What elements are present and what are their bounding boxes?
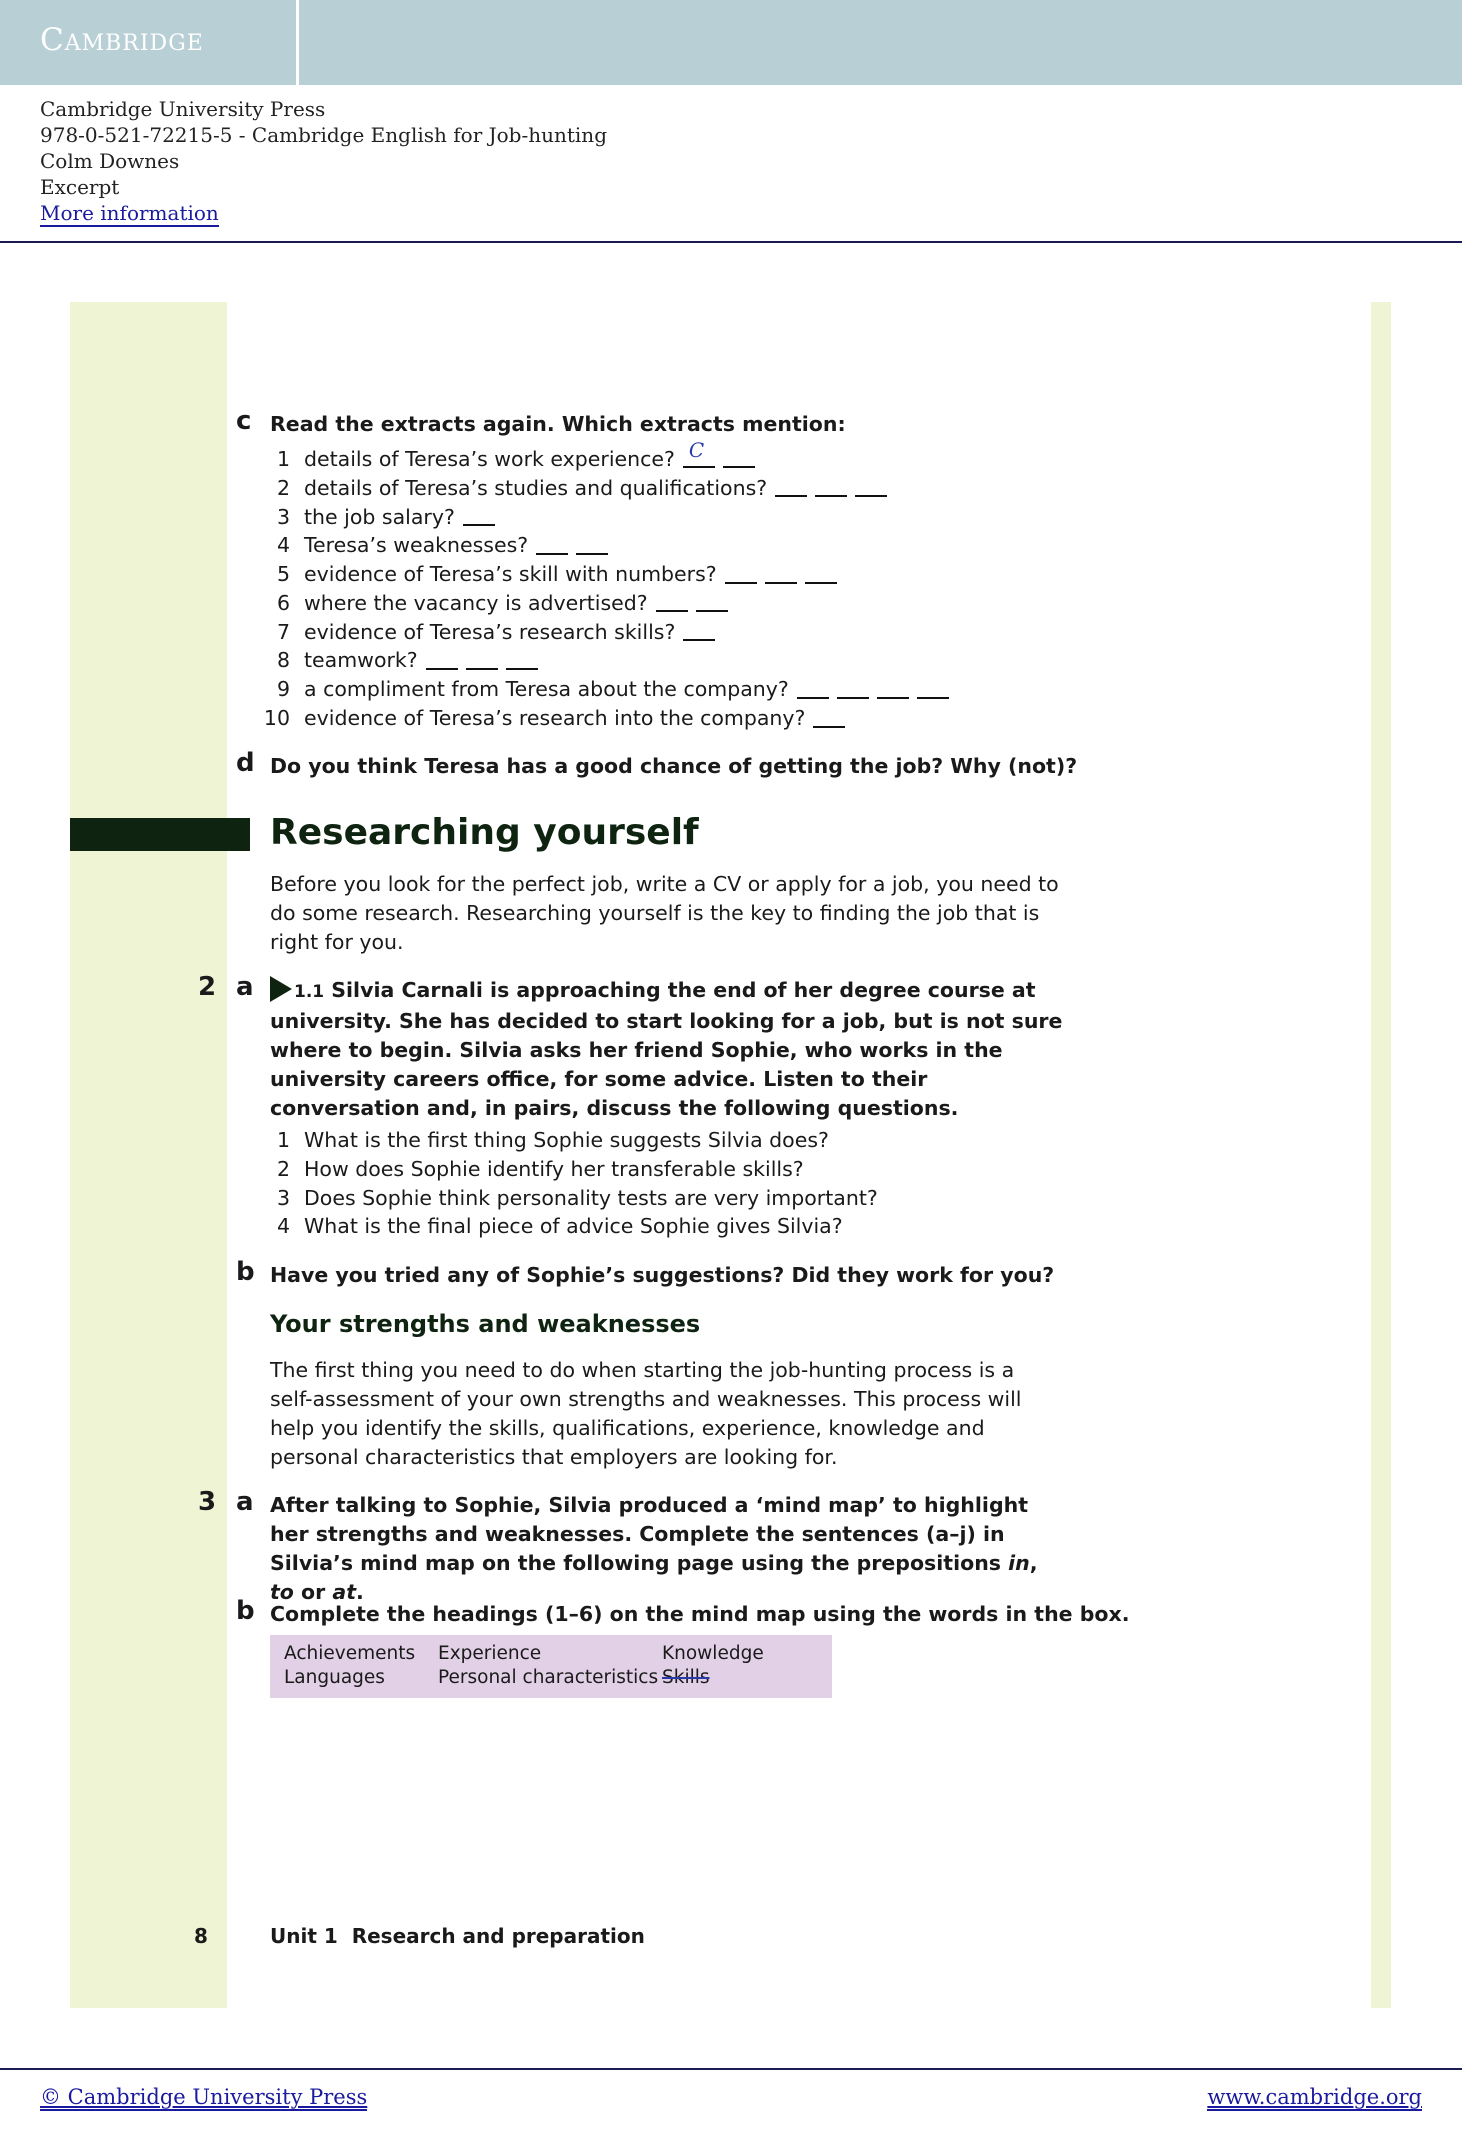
list-item: 2 How does Sophie identify her transferable skills? — [276, 1156, 804, 1181]
exercise-3b-prompt: Complete the headings (1–6) on the mind map using the words in the box. — [270, 1602, 1130, 1626]
answer-blank[interactable] — [683, 438, 715, 468]
footer-rule — [0, 2068, 1462, 2070]
handwritten-answer: C — [688, 438, 705, 463]
exercise-2b-letter: b — [236, 1257, 255, 1287]
audio-play-icon[interactable] — [270, 976, 292, 1002]
answer-blank[interactable] — [723, 450, 755, 468]
list-item: 9 a compliment from Teresa about the company? — [270, 675, 949, 704]
word-box — [270, 1635, 832, 1698]
list-item: 4 What is the final piece of advice Sophie gives Silvia? — [276, 1214, 843, 1239]
cambridge-logo: Cambridge — [40, 22, 204, 58]
list-item: 3 Does Sophie think personality tests are very important? — [276, 1185, 878, 1210]
subsection-body: The first thing you need to do when starting the job-hunting process is a self-assessment of your own strengths and weaknesses. This process will help you identify the skills, qualifications, experience, knowledge and personal characteristics that employers are looking for. — [270, 1358, 1022, 1469]
right-margin-strip — [1371, 302, 1391, 2008]
author: Colm Downes — [40, 149, 180, 173]
subsection-title: Your strengths and weaknesses — [270, 1310, 701, 1338]
word-box-item: Personal characteristics — [438, 1667, 659, 1688]
exercise-2a-list — [270, 1126, 878, 1241]
preposition-at: at — [332, 1580, 356, 1604]
header-rule — [0, 241, 1462, 243]
answer-blank[interactable] — [656, 594, 688, 612]
answer-blank[interactable] — [725, 566, 757, 584]
answer-blank[interactable] — [765, 566, 797, 584]
answer-blank[interactable] — [696, 594, 728, 612]
list-item: 7 evidence of Teresa’s research skills? — [270, 618, 949, 647]
isbn-title: 978-0-521-72215-5 - Cambridge English for Job-hunting — [40, 123, 607, 147]
word-box-item: Languages — [284, 1667, 385, 1688]
answer-blank[interactable] — [837, 681, 869, 699]
website-link[interactable]: www.cambridge.org — [1207, 2085, 1422, 2109]
section-intro: Before you look for the perfect job, write a CV or apply for a job, you need to do some research. Researching yourself is the key to finding the job that is right for you. — [270, 872, 1059, 954]
left-margin-strip — [70, 302, 227, 2008]
unit-title: Unit 1 Research and preparation — [270, 1924, 645, 1948]
header-band — [0, 0, 1462, 85]
answer-blank[interactable] — [463, 508, 495, 526]
answer-blank[interactable] — [775, 479, 807, 497]
answer-blank[interactable] — [466, 652, 498, 670]
answer-blank[interactable] — [683, 623, 715, 641]
exercise-2a-prompt — [270, 976, 1070, 1123]
exercise-3b-letter: b — [236, 1596, 255, 1626]
publisher: Cambridge University Press — [40, 97, 326, 121]
exercise-3-number: 3 — [198, 1487, 217, 1517]
word-box-item: Knowledge — [662, 1643, 764, 1664]
exercise-2a-letter: a — [236, 972, 254, 1002]
list-item: 1 details of Teresa’s work experience? C — [270, 445, 949, 474]
exercise-c-letter: c — [236, 406, 252, 436]
exercise-3a-letter: a — [236, 1487, 254, 1517]
list-item: 3 the job salary? — [270, 503, 949, 532]
answer-blank[interactable] — [855, 479, 887, 497]
copyright-link[interactable]: © Cambridge University Press — [40, 2085, 368, 2109]
answer-blank[interactable] — [576, 537, 608, 555]
section-marker-bar — [70, 818, 250, 851]
answer-blank[interactable] — [815, 479, 847, 497]
list-item: 4 Teresa’s weaknesses? — [270, 531, 949, 560]
preposition-to: to — [270, 1580, 294, 1604]
list-item: 10 evidence of Teresa’s research into the company? — [270, 704, 949, 733]
answer-blank[interactable] — [797, 681, 829, 699]
word-box-item-crossed: Skills — [662, 1667, 710, 1688]
exercise-c-prompt: Read the extracts again. Which extracts mention: — [270, 412, 846, 436]
answer-blank[interactable] — [813, 710, 845, 728]
excerpt-label: Excerpt — [40, 175, 120, 199]
answer-blank[interactable] — [536, 537, 568, 555]
answer-blank[interactable] — [506, 652, 538, 670]
word-box-item: Achievements — [284, 1643, 416, 1664]
word-box-item: Experience — [438, 1643, 542, 1664]
book-meta — [40, 96, 607, 226]
page-number: 8 — [194, 1924, 208, 1948]
exercise-c-list — [263, 438, 949, 733]
header-divider — [296, 0, 299, 85]
exercise-2b-prompt: Have you tried any of Sophie’s suggestions? Did they work for you? — [270, 1263, 1055, 1287]
exercise-d-letter: d — [236, 748, 255, 778]
list-item: 1 What is the first thing Sophie suggests Silvia does? — [276, 1127, 829, 1152]
exercise-2a-text: Silvia Carnali is approaching the end of her degree course at university. She has decided to start looking for a job, but is not sure where to begin. Silvia asks her friend Sophie, who works in the university careers office, for some advice. Listen to their conversation and, in pairs, discuss the following questions. — [270, 978, 1063, 1120]
exercise-3a-prompt: After talking to Sophie, Silvia produced a ‘mind map’ to highlight her strengths and weaknesses. Complete the sentences (a–j) in Silvia’s mind map on the following page using the prepositions in, to or at. — [270, 1493, 1038, 1604]
answer-blank[interactable] — [917, 681, 949, 699]
answer-blank[interactable] — [877, 681, 909, 699]
list-item: 6 where the vacancy is advertised? — [270, 589, 949, 618]
list-item: 2 details of Teresa’s studies and qualifications? — [270, 474, 949, 503]
section-title: Researching yourself — [270, 812, 699, 853]
answer-blank[interactable] — [805, 566, 837, 584]
more-information-link[interactable]: More information — [40, 201, 219, 225]
preposition-in: in — [1008, 1551, 1030, 1575]
audio-track-number: 1.1 — [294, 982, 325, 1002]
list-item: 5 evidence of Teresa’s skill with numbers? — [270, 560, 949, 589]
list-item: 8 teamwork? — [270, 647, 949, 676]
answer-blank[interactable] — [426, 652, 458, 670]
exercise-d-prompt: Do you think Teresa has a good chance of getting the job? Why (not)? — [270, 754, 1078, 778]
exercise-2-number: 2 — [198, 972, 217, 1002]
